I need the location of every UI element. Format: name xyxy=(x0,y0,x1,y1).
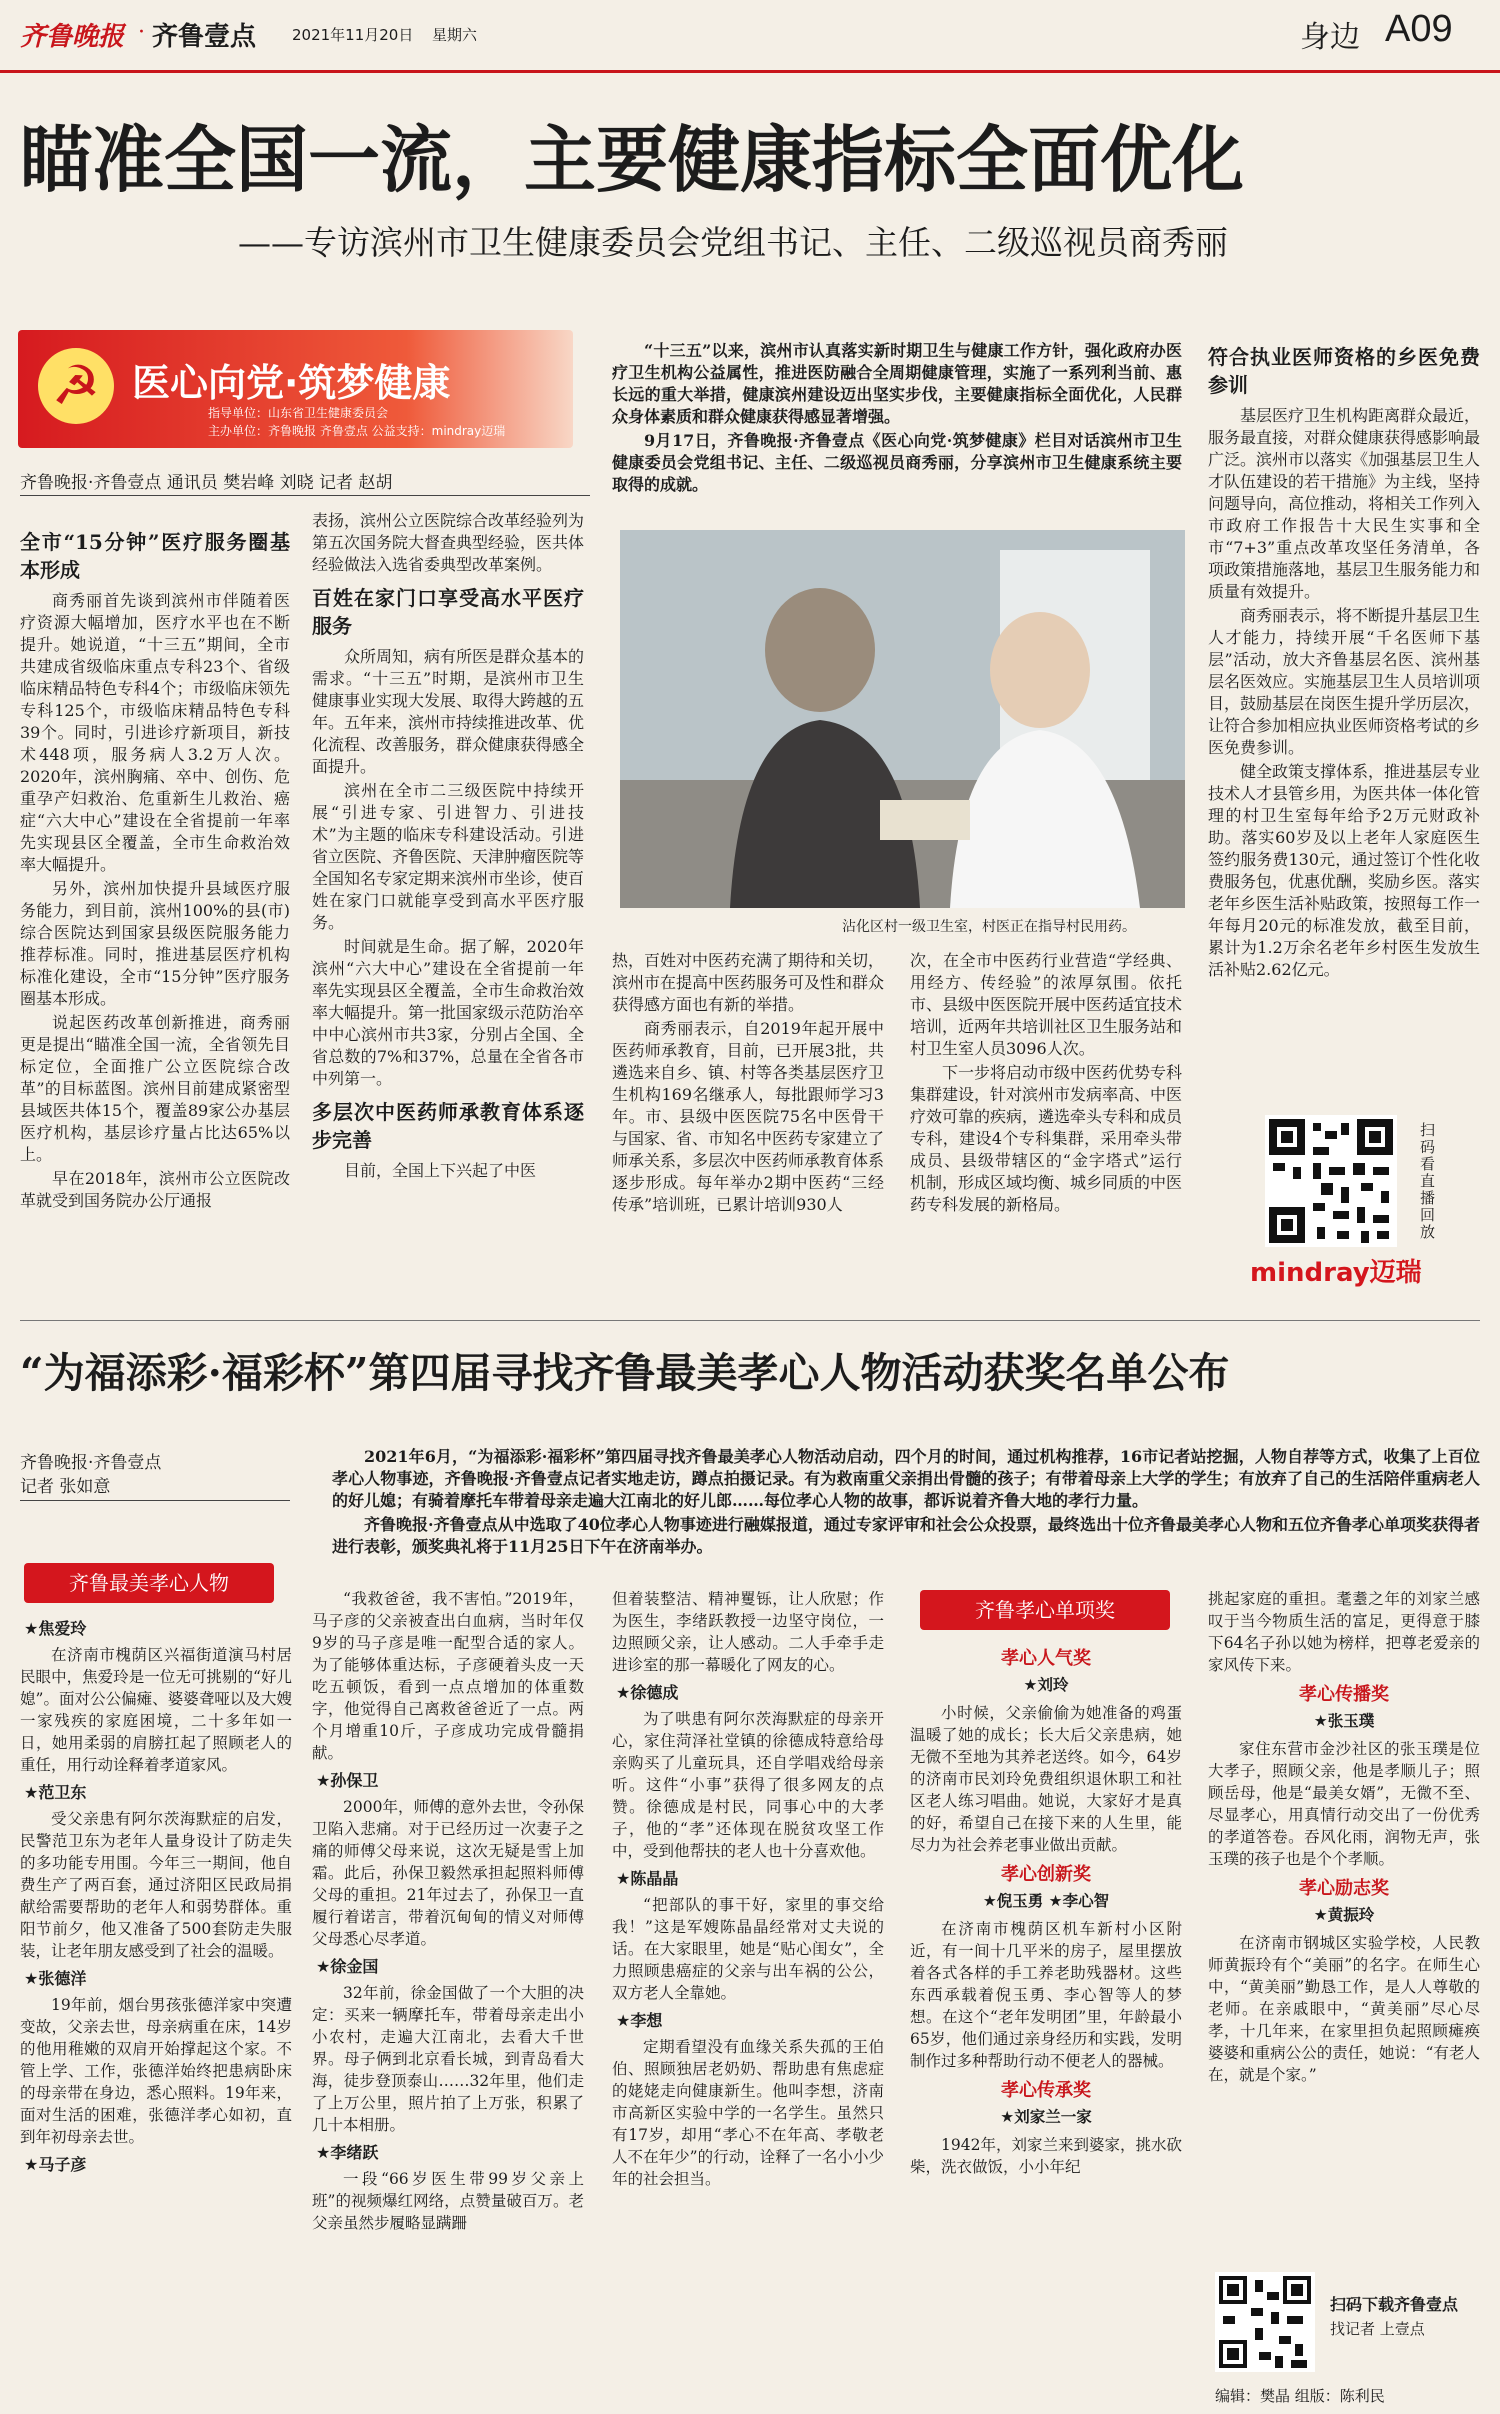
paragraph: 在济南市钢城区实验学校，人民教师黄振玲有个“美丽”的名字。在师生心中，“黄美丽”勤恳工作，是人人尊敬的老师。在亲戚眼中，“黄美丽”尽心尽孝，十几年来，在家里担负起照顾瘫痪婆婆和重病公公的责任，她说：“有老人在，就是个家。” xyxy=(1208,1934,1480,2084)
byline-rule xyxy=(20,495,590,496)
person-name: ★徐金国 xyxy=(316,1957,379,1976)
paragraph: 另外，滨州加快提升县域医疗服务能力，到目前，滨州100%的县(市)综合医院达到国家县级医院服务能力推荐标准。同时，推进基层医疗机构标准化建设，全市“15分钟”医疗服务圈基本形成。 xyxy=(20,879,290,1008)
paragraph: 目前，全国上下兴起了中医 xyxy=(344,1161,537,1180)
article1-headline: 瞄准全国一流，主要健康指标全面优化 xyxy=(20,117,1245,202)
subheading: 多层次中医药师承教育体系逐步完善 xyxy=(312,1100,584,1152)
award-heading: 孝心人气奖 xyxy=(1001,1648,1091,1669)
article2-column-d xyxy=(910,1640,1182,2412)
paragraph: 表扬，滨州公立医院综合改革经验列为第五次国务院大督查典型经验，医共体经验做法入选省委典型改革案例。 xyxy=(312,511,584,574)
paragraph: 热，百姓对中医药充满了期待和关切，滨州市在提高中医药服务可及性和群众获得感方面也有新的举措。 xyxy=(612,951,884,1014)
article1-subheadline: ——专访滨州市卫生健康委员会党组书记、主任、二级巡视员商秀丽 xyxy=(238,223,1228,262)
person-name: ★孙保卫 xyxy=(316,1771,379,1790)
qr-code-icon[interactable] xyxy=(1265,1115,1397,1247)
article2-column-c xyxy=(612,1588,884,2412)
person-name: ★李想 xyxy=(616,2011,663,2030)
paragraph: 商秀丽表示，自2019年起开展中医药师承教育，目前，已开展3批，共遴选来自乡、镇、村等各类基层医疗卫生机构169名继承人，每批跟师学习3年。市、县级中医医院75名中医骨干与国家、省、市知名中医药专家建立了师承关系，多层次中医药师承教育体系逐步形成。每年举办2期中医药“三经传承”培训班，已累计培训930人 xyxy=(612,1019,884,1214)
section-name: 身边 xyxy=(1300,20,1360,55)
subheading: 百姓在家门口享受高水平医疗服务 xyxy=(312,586,584,638)
article-divider xyxy=(20,1320,1480,1321)
paragraph: 基层医疗卫生机构距离群众最近，服务最直接，对群众健康获得感影响最广泛。滨州市以落实《加强基层卫生人才队伍建设的若干措施》为主线，坚持问题导向，高位推动，将相关工作列入市政府工作报告十大民生实事和全市“7+3”重点改革攻坚任务清单，各项政策措施落地，基层卫生服务能力和质量有效提升。 xyxy=(1208,406,1480,601)
paragraph: 健全政策支撑体系，推进基层专业技术人才县管乡用，为医共体一体化管理的村卫生室每年给予2万元财政补助。落实60岁及以上老年人家庭医生签约服务费130元，通过签订个性化收费服务包，优惠优酬，奖励乡医。落实老年乡医生活补贴政策，按照每工作一年每月20元的标准发放，截至目前，累计为1.2万余名老年乡村医生发放生活补贴2.62亿元。 xyxy=(1208,762,1480,979)
subheading: 符合执业医师资格的乡医免费参训 xyxy=(1208,345,1480,397)
paragraph: 为了哄患有阿尔茨海默症的母亲开心，家住菏泽社堂镇的徐德成特意给母亲购买了儿童玩具，还自学唱戏给母亲听。这件“小事”获得了很多网友的点赞。徐德成是村民，同事心中的大孝子，他的“孝”还体现在脱贫攻坚工作中，受到他帮扶的老人也十分喜欢他。 xyxy=(612,1710,884,1860)
award-heading: 孝心创新奖 xyxy=(1001,1864,1091,1885)
article2-lead xyxy=(332,1446,1480,1581)
lead-paragraph: 齐鲁晚报·齐鲁壹点从中选取了40位孝心人物事迹进行融媒报道，通过专家评审和社会公众投票，最终选出十位齐鲁最美孝心人物和五位齐鲁孝心单项奖获得者进行表彰，颁奖典礼将于11月25日下午在济南举办。 xyxy=(332,1515,1480,1556)
article2-byline-source: 齐鲁晚报·齐鲁壹点 xyxy=(20,1453,162,1473)
lead-paragraph: “十三五”以来，滨州市认真落实新时期卫生与健康工作方针，强化政府办医疗卫生机构公益属性，推进医防融合全周期健康管理，实施了一系列利当前、惠长远的重大举措，健康滨州建设迈出坚实步伐，主要健康指标全面优化，人民群众身体素质和群众健康获得感显著增强。 xyxy=(612,341,1182,426)
paper-logo: 齐鲁晚报 xyxy=(20,22,125,52)
article2-column-e xyxy=(1208,1588,1480,2228)
article2-byline-reporter: 记者 张如意 xyxy=(20,1477,111,1497)
article1-lead xyxy=(612,340,1182,510)
person-name: ★焦爱玲 xyxy=(24,1619,87,1638)
person-name: ★黄振玲 xyxy=(1313,1906,1375,1924)
paragraph: 32年前，徐金国做了一个大胆的决定：买来一辆摩托车，带着母亲走出小小农村，走遍大江南北，去看大千世界。母子俩到北京看长城，到青岛看大海，徒步登顶泰山……32年里，他们走了上万公里，照片拍了上万张，积累了几十本相册。 xyxy=(312,1984,584,2134)
logo-divider: · xyxy=(138,20,145,45)
article2-headline: “为福添彩·福彩杯”第四届寻找齐鲁最美孝心人物活动获奖名单公布 xyxy=(20,1349,1230,1397)
subheading: 全市“15分钟”医疗服务圈基本形成 xyxy=(20,530,290,582)
paragraph: 众所周知，病有所医是群众基本的需求。“十三五”时期，是滨州市卫生健康事业实现大发展、取得大跨越的五年。五年来，滨州市持续推进改革、优化流程、改善服务，群众健康获得感全面提升。 xyxy=(312,647,584,776)
mindray-logo: mindray迈瑞 xyxy=(1250,1258,1422,1288)
article1-column-5 xyxy=(1208,335,1480,1105)
issue-weekday: 星期六 xyxy=(432,26,478,44)
paragraph: 在济南市槐荫区兴福街道演马村居民眼中，焦爱玲是一位无可挑剔的“好儿媳”。面对公公偏瘫、婆婆聋哑以及大嫂一家残疾的家庭困境，二十多年如一日，她用柔弱的肩膀扛起了照顾老人的重任，用行动诠释着孝道家风。 xyxy=(20,1646,292,1774)
article2-column-a xyxy=(20,1612,292,2412)
paragraph: 19年前，烟台男孩张德洋家中突遭变故，父亲去世，母亲病重在床，14岁的他用稚嫩的双肩开始撑起这个家。不管上学、工作，张德洋始终把患病卧床的母亲带在身边，悉心照料。19年来，面对生活的困难，张德洋孝心如初，直到年初母亲去世。 xyxy=(20,1996,292,2146)
paragraph: 商秀丽表示，将不断提升基层卫生人才能力，持续开展“千名医师下基层”活动，放大齐鲁基层名医、滨州基层名医效应。实施基层卫生人员培训项目，鼓励基层在岗医生提升学历层次，让符合参加相应执业医师资格考试的乡医免费参训。 xyxy=(1208,606,1480,757)
paragraph: 挑起家庭的重担。耄耋之年的刘家兰感叹于当今物质生活的富足，更得意于膝下64名子孙以她为榜样，把尊老爱亲的家风传下来。 xyxy=(1208,1590,1480,1674)
column-banner xyxy=(18,330,573,448)
paragraph: 一段“66岁医生带99岁父亲上班”的视频爆红网络，点赞量破百万。老父亲虽然步履略显蹒跚 xyxy=(312,2170,584,2232)
page-number: A09 xyxy=(1385,8,1453,50)
paragraph: 下一步将启动市级中医药优势专科集群建设，针对滨州市发病率高、中医疗效可靠的疾病，遴选牵头专科和成员专科，建设4个专科集群，采用牵头带成员、县级带辖区的“金字塔式”运行机制，形成区域均衡、城乡同质的中医药专科发展的新格局。 xyxy=(910,1063,1182,1214)
paragraph: 早在2018年，滨州市公立医院改革就受到国务院办公厅通报 xyxy=(20,1169,290,1210)
award-heading: 孝心传播奖 xyxy=(1299,1684,1389,1705)
paragraph: “我救爸爸，我不害怕。”2019年，马子彦的父亲被查出白血病，当时年仅9岁的马子彦是唯一配型合适的家人。为了能够体重达标，子彦硬着头皮一天吃五顿饭，看到一点点增加的体重数字，他觉得自己离救爸爸近了一点。两个月增重10斤，子彦成功完成骨髓捐献。 xyxy=(312,1590,584,1762)
editor-credits: 编辑：樊晶 组版：陈利民 xyxy=(1215,2387,1385,2405)
byline2-rule xyxy=(20,1500,290,1501)
person-name: ★倪玉勇 ★李心智 xyxy=(982,1892,1110,1910)
banner-line2: 主办单位：齐鲁晚报 齐鲁壹点 公益支持：mindray迈瑞 xyxy=(208,424,506,438)
paragraph: 商秀丽首先谈到滨州市伴随着医疗资源大幅增加，医疗水平也在不断提升。她说道，“十三五”期间，全市共建成省级临床重点专科23个、省级临床精品特色专科4个；市级临床领先专科125个，市级临床精品特色专科39个。同时，引进诊疗新项目，新技术448项，服务病人3.2万人次。2020年，滨州胸痛、卒中、创伤、危重孕产妇救治、危重新生儿救治、癌症“六大中心”建设在全省提前一年率先实现县区全覆盖，全市生命救治效率大幅提升。 xyxy=(20,591,290,874)
person-name: ★刘家兰一家 xyxy=(1000,2108,1092,2126)
article1-column-2 xyxy=(312,510,584,1295)
paragraph: 说起医药改革创新推进，商秀丽更是提出“瞄准全国一流，全省领先目标定位，全面推广公立医院综合改革”的目标蓝图。滨州目前建成紧密型县域医共体15个，覆盖89家公办基层医疗机构，基层诊疗量占比达65%以上。 xyxy=(20,1013,290,1164)
paragraph: “把部队的事干好，家里的事交给我！”这是军嫂陈晶晶经常对丈夫说的话。在大家眼里，她是“贴心闺女”，全力照顾患癌症的父亲与出车祸的公公，双方老人全靠她。 xyxy=(612,1896,884,2002)
paragraph: 时间就是生命。据了解，2020年滨州“六大中心”建设在全省提前一年率先实现县区全覆盖，全市生命救治效率大幅提升。第一批国家级示范防治卒中中心滨州市共3家，分别占全国、全省总数的7%和37%，总量在全省各市中列第一。 xyxy=(312,937,584,1088)
banner-title: 医心向党·筑梦健康 xyxy=(132,361,451,405)
find-reporter-text: 找记者 上壹点 xyxy=(1330,2320,1425,2338)
person-name: ★范卫东 xyxy=(24,1783,87,1802)
app-download-qr-icon[interactable] xyxy=(1215,2272,1315,2372)
masthead xyxy=(0,0,1500,74)
paragraph: 家住东营市金沙社区的张玉璞是位大孝子，照顾父亲，他是孝顺儿子；照顾岳母，他是“最美女婿”，无微不至、尽显孝心，用真情行动交出了一份优秀的孝道答卷。吞风化雨，润物无声，张玉璞的孩子也是个个孝顺。 xyxy=(1208,1740,1480,1868)
person-name: ★陈晶晶 xyxy=(616,1869,679,1888)
app-download-text: 扫码下载齐鲁壹点 xyxy=(1330,2295,1459,2314)
paragraph: 2000年，师傅的意外去世，令孙保卫陷入悲痛。对于已经历过一次妻子之痛的师傅父母来说，这次无疑是雪上加霜。此后，孙保卫毅然承担起照料师傅父母的重担。21年过去了，孙保卫一直履行着诺言，带着沉甸甸的情义对师傅父母悉心尽孝道。 xyxy=(312,1798,584,1948)
article2-column-b xyxy=(312,1588,584,2412)
issue-date: 2021年11月20日 xyxy=(292,26,414,44)
person-name: ★张德洋 xyxy=(24,1969,87,1988)
article1-column-1 xyxy=(20,520,290,1295)
award-tag-single: 齐鲁孝心单项奖 xyxy=(920,1590,1170,1630)
paragraph: 但着装整洁、精神矍铄，让人欣慰；作为医生，李绪跃教授一边坚守岗位，一边照顾父亲，让人感动。二人手牵手走进诊室的那一幕暖化了网友的心。 xyxy=(612,1590,884,1674)
article1-column-4 xyxy=(910,950,1182,1295)
lead-paragraph: 9月17日，齐鲁晚报·齐鲁壹点《医心向党·筑梦健康》栏目对话滨州市卫生健康委员会党组书记、主任、二级巡视员商秀丽，分享滨州市卫生健康系统主要取得的成就。 xyxy=(612,431,1182,494)
person-name: ★张玉璞 xyxy=(1313,1712,1375,1730)
article1-byline: 齐鲁晚报·齐鲁壹点 通讯员 樊岩峰 刘晓 记者 赵胡 xyxy=(20,473,393,493)
qr-caption: 扫码看直播回放 xyxy=(1420,1121,1436,1241)
photo-caption: 沾化区村一级卫生室，村医正在指导村民用药。 xyxy=(842,919,1136,935)
paragraph: 在济南市槐荫区机车新村小区附近，有一间十几平米的房子，屋里摆放着各式各样的手工养老助残器材。这些东西承载着倪玉勇、李心智等人的梦想。在这个“老年发明团”里，年龄最小65岁，他们通过亲身经历和实践，发明制作过多种帮助行动不便老人的器械。 xyxy=(910,1920,1182,2070)
person-name: ★马子彦 xyxy=(24,2155,87,2174)
award-heading: 孝心励志奖 xyxy=(1299,1878,1389,1899)
brand-logo: 齐鲁壹点 xyxy=(152,22,257,52)
article1-photo xyxy=(620,530,1185,908)
person-name: ★李绪跃 xyxy=(316,2143,379,2162)
paragraph: 次，在全市中医药行业营造“学经典、用经方、传经验”的浓厚氛围。依托市、县级中医医院开展中医药适宜技术培训，近两年共培训社区卫生服务站和村卫生室人员3096人次。 xyxy=(910,951,1182,1058)
paragraph: 定期看望没有血缘关系失孤的王伯伯、照顾独居老奶奶、帮助患有焦虑症的姥姥走向健康新生。他叫李想，济南市高新区实验中学的一名学生。虽然只有17岁，却用“孝心不在年高、孝敬老人不在年少”的行动，诠释了一名小小少年的社会担当。 xyxy=(612,2038,884,2188)
article1-column-3 xyxy=(612,950,884,1295)
masthead-rule xyxy=(0,70,1500,73)
award-heading: 孝心传承奖 xyxy=(1001,2080,1091,2101)
person-name: ★刘玲 xyxy=(1023,1676,1069,1694)
banner-line1: 指导单位：山东省卫生健康委员会 xyxy=(208,406,389,420)
paragraph: 小时候，父亲偷偷为她准备的鸡蛋温暖了她的成长；长大后父亲患病，她无微不至地为其养老送终。如今，64岁的济南市民刘玲免费组织退休职工和社区老人练习唱曲。她说，大家好才是真的好，希望自己在接下来的人生里，能尽力为社会养老事业做出贡献。 xyxy=(910,1704,1182,1854)
award-tag-top10: 齐鲁最美孝心人物 xyxy=(24,1563,274,1603)
lead-paragraph: 2021年6月，“为福添彩·福彩杯”第四届寻找齐鲁最美孝心人物活动启动，四个月的时间，通过机构推荐，16市记者站挖掘，人物自荐等方式，收集了上百位孝心人物事迹，齐鲁晚报·齐鲁壹点记者实地走访，蹲点拍摄记录。有为救南重父亲捐出骨髓的孩子；有带着母亲上大学的学生；有放弃了自己的生活陪伴重病老人的好儿媳；有骑着摩托车带着母亲走遍大江南北的好儿郎……每位孝心人物的故事，都诉说着齐鲁大地的孝行力量。 xyxy=(332,1447,1480,1510)
paragraph: 受父亲患有阿尔茨海默症的启发，民警范卫东为老年人量身设计了防走失的多功能专用围。今年三一期间，他自费生产了两百套，通过济阳区民政局捐献给需要帮助的老年人和弱势群体。重阳节前夕，他又准备了500套防走失服装，让老年朋友感受到了社会的温暖。 xyxy=(20,1810,292,1960)
paragraph: 1942年，刘家兰来到婆家，挑水砍柴，洗衣做饭，小小年纪 xyxy=(910,2136,1182,2176)
person-name: ★徐德成 xyxy=(616,1683,679,1702)
party-emblem-icon: ☭ xyxy=(38,348,114,424)
paragraph: 滨州在全市二三级医院中持续开展“引进专家、引进智力、引进技术”为主题的临床专科建设活动。引进省立医院、齐鲁医院、天津肿瘤医院等全国知名专家定期来滨州市坐诊，使百姓在家门口就能享受到高水平医疗服务。 xyxy=(312,781,584,932)
